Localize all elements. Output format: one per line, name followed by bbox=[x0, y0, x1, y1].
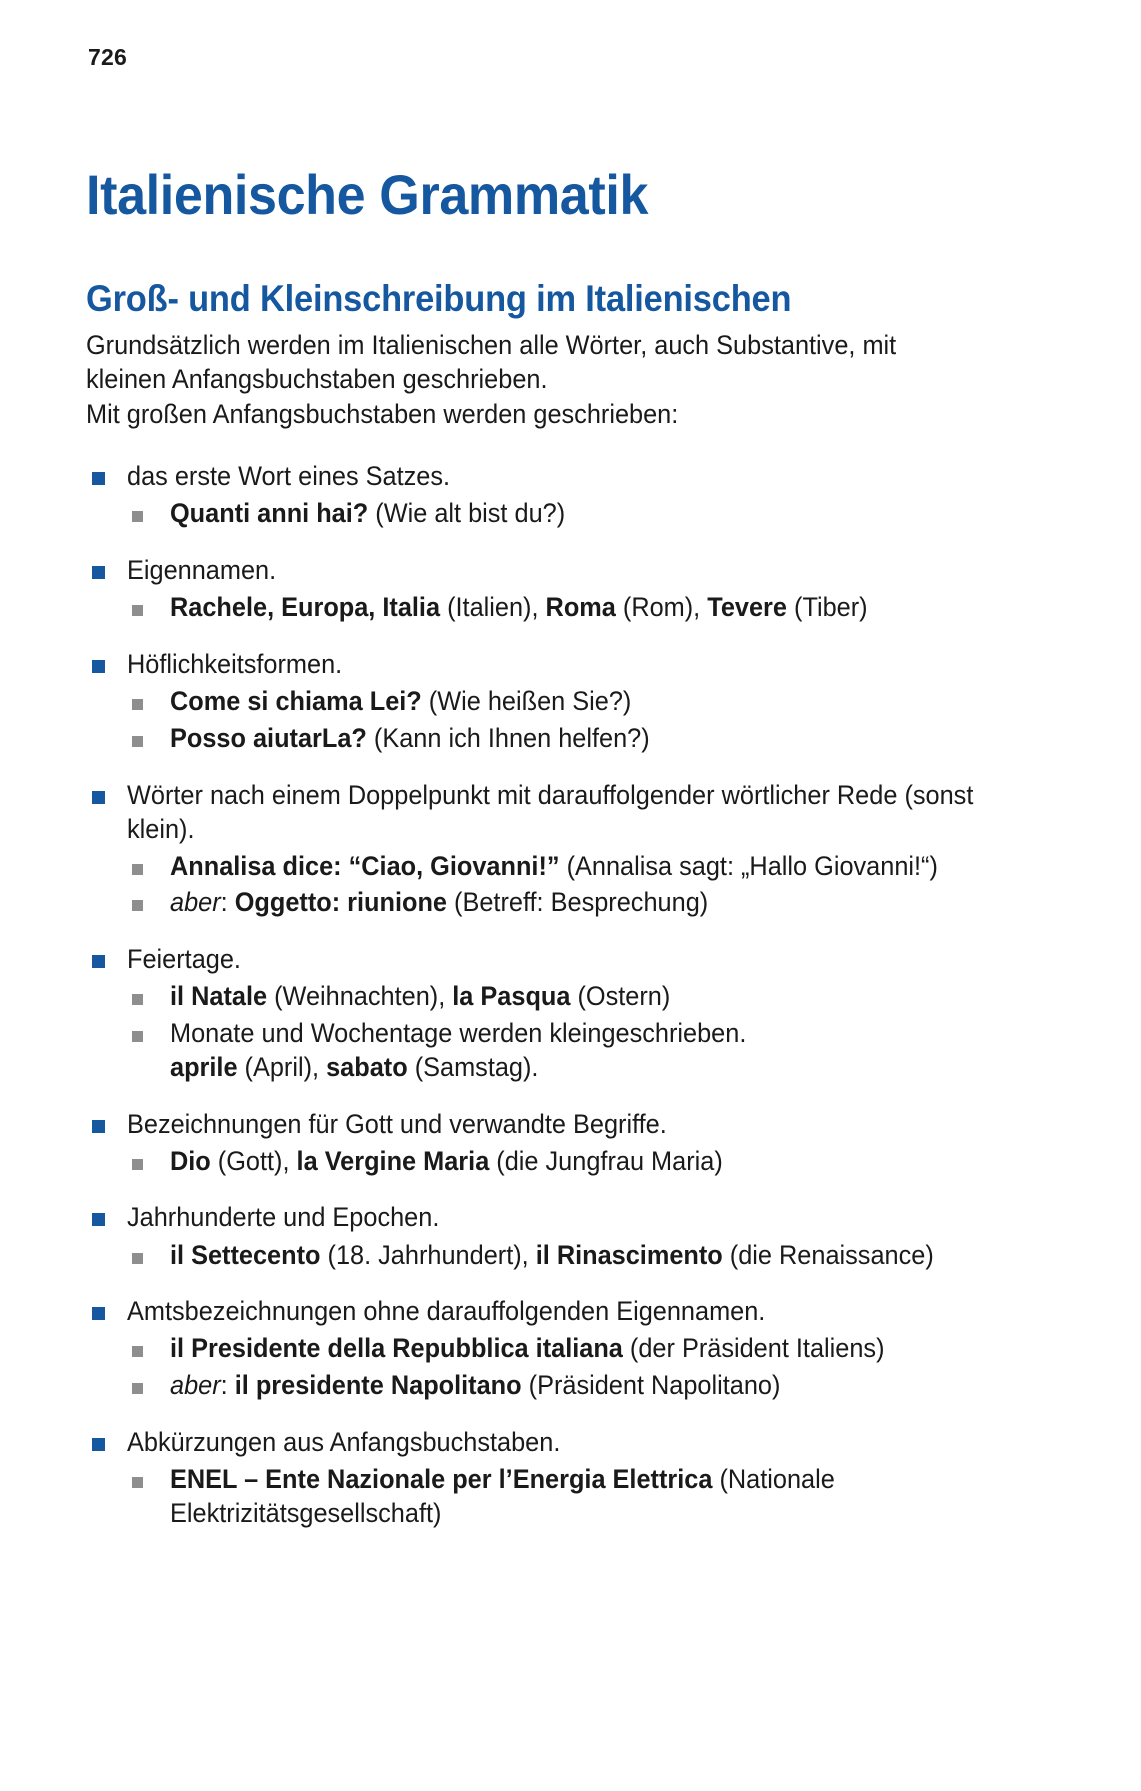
bullet-square-secondary-icon bbox=[132, 1346, 143, 1357]
example-list bbox=[127, 1145, 986, 1179]
italian-term: Oggetto: riunione bbox=[234, 887, 448, 918]
italian-term: il Natale bbox=[170, 981, 268, 1012]
example-item bbox=[127, 1145, 986, 1179]
italian-term: Annalisa dice: “Ciao, Giovanni!” bbox=[170, 850, 560, 881]
italian-term: il Rinascimento bbox=[535, 1239, 723, 1270]
italian-term: Quanti anni hai? bbox=[170, 498, 369, 529]
example-item bbox=[127, 980, 986, 1014]
example-list bbox=[127, 497, 986, 531]
section-heading: Groß- und Kleinschreibung im Italienischen bbox=[86, 277, 792, 319]
example-item bbox=[127, 685, 986, 719]
italian-term: Roma bbox=[545, 592, 616, 623]
rule-lead-text: Feiertage. bbox=[127, 944, 241, 975]
page-number: 726 bbox=[88, 44, 127, 70]
german-gloss: (Präsident Napolitano) bbox=[521, 1370, 781, 1401]
italian-term: il presidente Napolitano bbox=[234, 1370, 522, 1401]
example-text bbox=[170, 980, 986, 1014]
italian-term: Dio bbox=[170, 1145, 211, 1176]
german-gloss: (Ostern) bbox=[570, 981, 671, 1012]
example-list bbox=[127, 1332, 986, 1403]
bullet-square-primary-icon bbox=[92, 791, 105, 804]
rule-item bbox=[86, 1425, 986, 1531]
bullet-square-primary-icon bbox=[92, 1120, 105, 1133]
bullet-square-secondary-icon bbox=[132, 900, 143, 911]
rule-lead-text: Höflichkeitsformen. bbox=[127, 648, 343, 679]
german-gloss: (Italien), bbox=[440, 592, 546, 623]
german-gloss: (Betreff: Besprechung) bbox=[447, 887, 709, 918]
bullet-square-secondary-icon bbox=[132, 1383, 143, 1394]
rule-item bbox=[86, 647, 986, 756]
bullet-square-primary-icon bbox=[92, 1438, 105, 1451]
bullet-square-secondary-icon bbox=[132, 994, 143, 1005]
bullet-square-secondary-icon bbox=[132, 1031, 143, 1042]
italian-term: il Presidente della Repubblica italiana bbox=[170, 1333, 623, 1364]
exception-marker: aber bbox=[170, 887, 221, 918]
german-gloss: (Rom), bbox=[615, 592, 708, 623]
example-text bbox=[170, 1463, 986, 1531]
italian-term: la Vergine Maria bbox=[296, 1145, 490, 1176]
german-gloss: (Tiber) bbox=[786, 592, 868, 623]
example-item bbox=[127, 722, 986, 756]
example-item bbox=[127, 850, 986, 884]
exception-marker: aber bbox=[170, 1370, 221, 1401]
example-item bbox=[127, 591, 986, 625]
bullet-square-secondary-icon bbox=[132, 1477, 143, 1488]
italian-term: Posso aiutarLa? bbox=[170, 722, 367, 753]
bullet-square-secondary-icon bbox=[132, 1159, 143, 1170]
german-gloss: (18. Jahrhundert), bbox=[320, 1239, 536, 1270]
intro-line-3: Mit großen Anfangsbuchstaben werden geschrieben: bbox=[86, 398, 679, 429]
rule-item bbox=[86, 459, 986, 531]
rule-lead-text: Amtsbezeichnungen ohne darauffolgenden Eigennamen. bbox=[127, 1296, 766, 1327]
german-gloss: (die Renaissance) bbox=[722, 1239, 934, 1270]
example-item bbox=[127, 1239, 986, 1273]
bullet-square-secondary-icon bbox=[132, 605, 143, 616]
italian-term: ENEL – Ente Nazionale per l’Energia Elettrica bbox=[170, 1463, 713, 1494]
example-list bbox=[127, 1239, 986, 1273]
intro-line-1: Grundsätzlich werden im Italienischen alle Wörter, auch Substantive, mit bbox=[86, 330, 897, 360]
bullet-square-secondary-icon bbox=[132, 864, 143, 875]
example-text bbox=[170, 497, 986, 531]
bullet-square-primary-icon bbox=[92, 566, 105, 579]
rule-lead-text: Abkürzungen aus Anfangsbuchstaben. bbox=[127, 1426, 561, 1457]
german-gloss: (Wie alt bist du?) bbox=[368, 498, 566, 529]
bullet-square-secondary-icon bbox=[132, 1253, 143, 1264]
bullet-square-primary-icon bbox=[92, 472, 105, 485]
italian-term: la Pasqua bbox=[452, 981, 571, 1012]
rule-lead-text: Bezeichnungen für Gott und verwandte Begriffe. bbox=[127, 1108, 667, 1139]
bullet-square-secondary-icon bbox=[132, 736, 143, 747]
bullet-square-primary-icon bbox=[92, 955, 105, 968]
example-text bbox=[170, 1332, 986, 1366]
example-list bbox=[127, 591, 986, 625]
example-item bbox=[127, 1332, 986, 1366]
example-list bbox=[127, 685, 986, 756]
content-body bbox=[86, 328, 986, 1531]
rule-item bbox=[86, 1200, 986, 1272]
german-gloss: : bbox=[220, 887, 235, 918]
german-gloss: (Samstag). bbox=[407, 1051, 539, 1082]
bullet-square-secondary-icon bbox=[132, 511, 143, 522]
rule-item bbox=[86, 1107, 986, 1179]
example-text bbox=[170, 886, 986, 920]
intro-line-2: kleinen Anfangsbuchstaben geschrieben. bbox=[86, 364, 548, 395]
bullet-square-primary-icon bbox=[92, 660, 105, 673]
example-list bbox=[127, 850, 986, 921]
german-gloss: Monate und Wochentage werden kleingeschrieben. bbox=[170, 1018, 747, 1049]
german-gloss: (die Jungfrau Maria) bbox=[489, 1145, 723, 1176]
italian-term: aprile bbox=[170, 1051, 238, 1082]
rule-item bbox=[86, 942, 986, 1084]
german-gloss: (April), bbox=[237, 1051, 327, 1082]
example-text bbox=[170, 1017, 986, 1085]
rule-item bbox=[86, 1294, 986, 1403]
example-list bbox=[127, 980, 986, 1084]
rule-lead-text: das erste Wort eines Satzes. bbox=[127, 461, 451, 492]
italian-term: Come si chiama Lei? bbox=[170, 686, 422, 717]
example-text bbox=[170, 1145, 986, 1179]
german-gloss: (der Präsident Italiens) bbox=[622, 1333, 885, 1364]
bullet-square-primary-icon bbox=[92, 1213, 105, 1226]
example-list bbox=[127, 1463, 986, 1531]
example-text bbox=[170, 685, 986, 719]
german-gloss: (Annalisa sagt: „Hallo Giovanni!“) bbox=[559, 850, 938, 881]
bullet-square-secondary-icon bbox=[132, 699, 143, 710]
rule-item bbox=[86, 778, 986, 921]
example-text bbox=[170, 722, 986, 756]
italian-term: il Settecento bbox=[170, 1239, 321, 1270]
rule-lead-text: Jahrhunderte und Epochen. bbox=[127, 1202, 440, 1233]
example-item bbox=[127, 1017, 986, 1085]
example-item bbox=[127, 497, 986, 531]
german-gloss: (Weihnachten), bbox=[267, 981, 453, 1012]
example-text bbox=[170, 1369, 986, 1403]
rule-list bbox=[86, 459, 986, 1530]
example-text bbox=[170, 850, 986, 884]
page-title: Italienische Grammatik bbox=[86, 162, 649, 226]
italian-term: sabato bbox=[326, 1051, 408, 1082]
rule-lead-text: Wörter nach einem Doppelpunkt mit darauffolgender wörtlicher Rede (sonst klein). bbox=[127, 779, 974, 844]
example-text bbox=[170, 1239, 986, 1273]
rule-item bbox=[86, 553, 986, 625]
intro-paragraph bbox=[86, 328, 988, 431]
example-item bbox=[127, 1369, 986, 1403]
example-item bbox=[127, 1463, 986, 1531]
bullet-square-primary-icon bbox=[92, 1307, 105, 1320]
italian-term: Tevere bbox=[707, 592, 787, 623]
german-gloss: : bbox=[220, 1370, 235, 1401]
german-gloss: (Wie heißen Sie?) bbox=[421, 686, 632, 717]
example-text bbox=[170, 591, 986, 625]
example-item bbox=[127, 886, 986, 920]
italian-term: Rachele, Europa, Italia bbox=[170, 592, 441, 623]
german-gloss: (Gott), bbox=[210, 1145, 297, 1176]
german-gloss: (Nationale Elektrizitätsgesellschaft) bbox=[170, 1463, 835, 1528]
german-gloss: (Kann ich Ihnen helfen?) bbox=[366, 722, 650, 753]
rule-lead-text: Eigennamen. bbox=[127, 555, 277, 586]
